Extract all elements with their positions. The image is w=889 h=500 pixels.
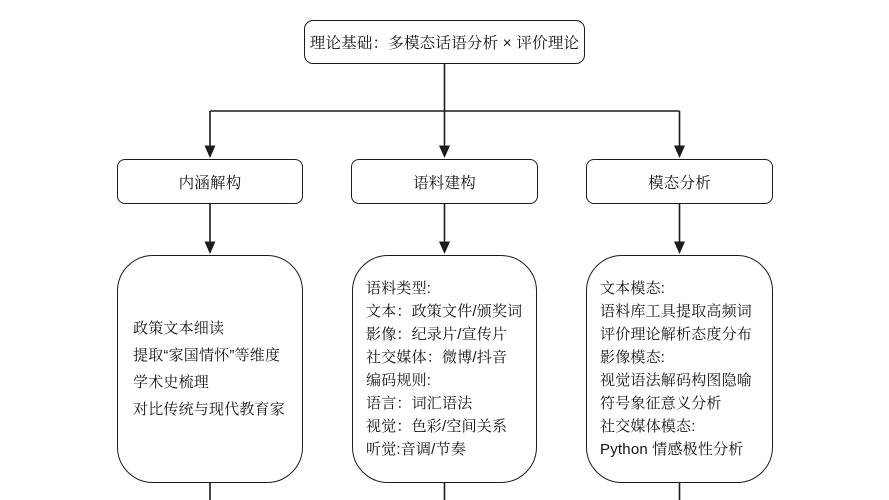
arrowhead-icon: [205, 146, 216, 159]
detail-lines: [587, 277, 772, 461]
node-header-modality: [586, 159, 773, 204]
node-header-corpus: [351, 159, 538, 204]
node-header-connotation-label: 内涵解构: [178, 174, 242, 192]
detail-line: 视觉：色彩/空间关系: [366, 418, 508, 435]
node-header-corpus-label: 语料建构: [413, 174, 476, 192]
detail-line: 对比传统与现代教育家: [133, 401, 286, 418]
detail-lines: [353, 277, 536, 461]
node-details-corpus: [352, 255, 537, 483]
detail-line: 提取“家国情怀”等维度: [133, 347, 281, 364]
arrowhead-icon: [674, 146, 685, 159]
detail-line: 社交媒体模态:: [600, 418, 696, 435]
detail-line: 影像模态:: [600, 349, 666, 366]
detail-line: 编码规则:: [366, 372, 432, 389]
detail-line: 文本模态:: [600, 280, 666, 297]
node-header-modality-label: 模态分析: [648, 174, 711, 192]
detail-line: 语言：词汇语法: [366, 395, 473, 412]
node-theory-foundation: [304, 20, 585, 64]
detail-line: 听觉:音调/节奏: [366, 441, 466, 458]
detail-line: Python 情感极性分析: [600, 441, 744, 458]
detail-line: 政策文本细读: [133, 320, 225, 337]
detail-line: 学术史梳理: [133, 374, 210, 391]
detail-line: 视觉语法解码构图隐喻: [600, 372, 753, 389]
detail-line: 社交媒体：微博/抖音: [366, 349, 508, 366]
arrowhead-icon: [439, 242, 450, 255]
detail-line: 文本：政策文件/颁奖词: [366, 303, 523, 320]
arrowhead-icon: [439, 146, 450, 159]
detail-line: 评价理论解析态度分布: [600, 326, 753, 343]
arrowhead-icon: [674, 242, 685, 255]
detail-line: 影像：纪录片/宣传片: [366, 326, 508, 343]
detail-line: 符号象征意义分析: [600, 395, 722, 412]
node-header-connotation: [117, 159, 303, 204]
detail-line: 语料类型:: [366, 280, 432, 297]
arrowhead-icon: [205, 242, 216, 255]
node-details-connotation: [117, 255, 303, 483]
detail-line: 语料库工具提取高频词: [600, 303, 753, 320]
node-details-modality: [586, 255, 773, 483]
detail-lines: [118, 315, 302, 423]
node-theory-foundation-label: 理论基础：多模态话语分析 × 评价理论: [309, 35, 580, 52]
